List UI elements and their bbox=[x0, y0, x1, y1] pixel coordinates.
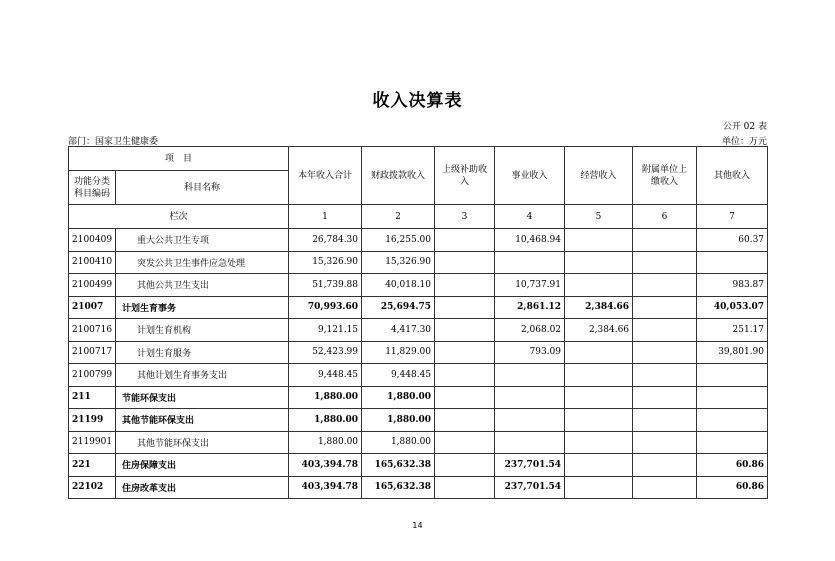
cell-fiscal: 1,880.00 bbox=[362, 431, 435, 454]
row-code: 2100716 bbox=[69, 319, 116, 342]
column-number: 6 bbox=[633, 205, 697, 229]
cell-other: 60.86 bbox=[697, 476, 768, 499]
cell-total: 1,880.00 bbox=[289, 409, 362, 432]
header-other: 其他收入 bbox=[697, 147, 768, 205]
cell-total: 9,121.15 bbox=[289, 319, 362, 342]
cell-upper bbox=[435, 386, 495, 409]
row-code: 2100499 bbox=[69, 274, 116, 297]
cell-operating bbox=[565, 341, 633, 364]
cell-affiliated bbox=[633, 364, 697, 387]
cell-operating bbox=[565, 274, 633, 297]
row-name: 重大公共卫生专项 bbox=[116, 229, 289, 252]
cell-operating: 2,384.66 bbox=[565, 319, 633, 342]
cell-upper bbox=[435, 341, 495, 364]
cell-business: 237,701.54 bbox=[495, 476, 565, 499]
cell-other bbox=[697, 251, 768, 274]
cell-fiscal: 15,326.90 bbox=[362, 251, 435, 274]
cell-total: 15,326.90 bbox=[289, 251, 362, 274]
row-code: 2100717 bbox=[69, 341, 116, 364]
cell-fiscal: 9,448.45 bbox=[362, 364, 435, 387]
header-total: 本年收入合计 bbox=[289, 147, 362, 205]
cell-operating: 2,384.66 bbox=[565, 296, 633, 319]
row-code: 21007 bbox=[69, 296, 116, 319]
row-name: 突发公共卫生事件应急处理 bbox=[116, 251, 289, 274]
cell-other: 983.87 bbox=[697, 274, 768, 297]
cell-total: 52,423.99 bbox=[289, 341, 362, 364]
cell-business: 237,701.54 bbox=[495, 454, 565, 477]
table-row bbox=[69, 274, 768, 297]
cell-affiliated bbox=[633, 319, 697, 342]
cell-total: 26,784.30 bbox=[289, 229, 362, 252]
header-fiscal: 财政拨款收入 bbox=[362, 147, 435, 205]
row-code: 2100410 bbox=[69, 251, 116, 274]
row-code: 211 bbox=[69, 386, 116, 409]
cell-other: 60.37 bbox=[697, 229, 768, 252]
cell-upper bbox=[435, 431, 495, 454]
cell-other: 39,801.90 bbox=[697, 341, 768, 364]
cell-affiliated bbox=[633, 274, 697, 297]
column-number: 2 bbox=[362, 205, 435, 229]
table-row bbox=[69, 251, 768, 274]
page-number: 14 bbox=[412, 521, 423, 530]
table-row bbox=[69, 409, 768, 432]
cell-fiscal: 1,880.00 bbox=[362, 409, 435, 432]
row-code: 21199 bbox=[69, 409, 116, 432]
form-number: 公开 02 表 bbox=[722, 122, 767, 132]
cell-operating bbox=[565, 409, 633, 432]
cell-fiscal: 16,255.00 bbox=[362, 229, 435, 252]
cell-business bbox=[495, 364, 565, 387]
cell-upper bbox=[435, 274, 495, 297]
cell-upper bbox=[435, 476, 495, 499]
table-row bbox=[69, 364, 768, 387]
column-number: 7 bbox=[697, 205, 768, 229]
cell-fiscal: 40,018.10 bbox=[362, 274, 435, 297]
column-number: 3 bbox=[435, 205, 495, 229]
cell-other bbox=[697, 431, 768, 454]
header-upper: 上级补助收入 bbox=[435, 147, 495, 205]
cell-affiliated bbox=[633, 409, 697, 432]
table-row bbox=[69, 341, 768, 364]
cell-affiliated bbox=[633, 341, 697, 364]
cell-total: 403,394.78 bbox=[289, 454, 362, 477]
cell-business: 10,468.94 bbox=[495, 229, 565, 252]
cell-upper bbox=[435, 364, 495, 387]
cell-fiscal: 165,632.38 bbox=[362, 476, 435, 499]
cell-other bbox=[697, 386, 768, 409]
cell-business: 2,068.02 bbox=[495, 319, 565, 342]
cell-fiscal: 165,632.38 bbox=[362, 454, 435, 477]
row-name: 计划生育服务 bbox=[116, 341, 289, 364]
cell-total: 9,448.45 bbox=[289, 364, 362, 387]
row-code: 22102 bbox=[69, 476, 116, 499]
table-row bbox=[69, 454, 768, 477]
header-project: 项 目 bbox=[69, 147, 289, 171]
cell-total: 70,993.60 bbox=[289, 296, 362, 319]
row-code: 2119901 bbox=[69, 431, 116, 454]
cell-business bbox=[495, 251, 565, 274]
cell-upper bbox=[435, 251, 495, 274]
table-row bbox=[69, 319, 768, 342]
cell-operating bbox=[565, 386, 633, 409]
cell-affiliated bbox=[633, 251, 697, 274]
cell-business bbox=[495, 409, 565, 432]
page-title: 收入决算表 bbox=[372, 91, 463, 111]
table-row bbox=[69, 431, 768, 454]
cell-operating bbox=[565, 251, 633, 274]
cell-other: 251.17 bbox=[697, 319, 768, 342]
cell-business: 793.09 bbox=[495, 341, 565, 364]
row-name: 其他节能环保支出 bbox=[116, 409, 289, 432]
row-name: 节能环保支出 bbox=[116, 386, 289, 409]
header-affiliated: 附属单位上缴收入 bbox=[633, 147, 697, 205]
table-row bbox=[69, 229, 768, 252]
cell-upper bbox=[435, 296, 495, 319]
cell-upper bbox=[435, 409, 495, 432]
row-name: 住房保障支出 bbox=[116, 454, 289, 477]
row-name: 其他公共卫生支出 bbox=[116, 274, 289, 297]
table-row bbox=[69, 296, 768, 319]
cell-business: 2,861.12 bbox=[495, 296, 565, 319]
row-code: 2100799 bbox=[69, 364, 116, 387]
header-code: 功能分类科目编码 bbox=[69, 171, 116, 205]
row-name: 计划生育事务 bbox=[116, 296, 289, 319]
header-name: 科目名称 bbox=[116, 171, 289, 205]
cell-upper bbox=[435, 229, 495, 252]
table-row bbox=[69, 476, 768, 499]
table-row bbox=[69, 386, 768, 409]
cell-total: 403,394.78 bbox=[289, 476, 362, 499]
cell-affiliated bbox=[633, 454, 697, 477]
cell-affiliated bbox=[633, 431, 697, 454]
header-business: 事业收入 bbox=[495, 147, 565, 205]
header-operating: 经营收入 bbox=[565, 147, 633, 205]
row-name: 计划生育机构 bbox=[116, 319, 289, 342]
cell-fiscal: 1,880.00 bbox=[362, 386, 435, 409]
row-name: 其他节能环保支出 bbox=[116, 431, 289, 454]
column-number: 4 bbox=[495, 205, 565, 229]
cell-operating bbox=[565, 431, 633, 454]
cell-other: 40,053.07 bbox=[697, 296, 768, 319]
row-name: 住房改革支出 bbox=[116, 476, 289, 499]
department-label: 部门：国家卫生健康委 bbox=[68, 137, 159, 147]
row-code: 2100409 bbox=[69, 229, 116, 252]
cell-other bbox=[697, 364, 768, 387]
cell-affiliated bbox=[633, 386, 697, 409]
column-row-label: 栏次 bbox=[69, 205, 289, 229]
cell-business bbox=[495, 386, 565, 409]
cell-other bbox=[697, 409, 768, 432]
cell-affiliated bbox=[633, 229, 697, 252]
row-name: 其他计划生育事务支出 bbox=[116, 364, 289, 387]
cell-operating bbox=[565, 476, 633, 499]
cell-total: 1,880.00 bbox=[289, 431, 362, 454]
cell-affiliated bbox=[633, 296, 697, 319]
cell-affiliated bbox=[633, 476, 697, 499]
cell-operating bbox=[565, 364, 633, 387]
cell-upper bbox=[435, 454, 495, 477]
cell-business bbox=[495, 431, 565, 454]
income-table bbox=[68, 146, 768, 499]
cell-fiscal: 25,694.75 bbox=[362, 296, 435, 319]
cell-operating bbox=[565, 454, 633, 477]
cell-upper bbox=[435, 319, 495, 342]
cell-business: 10,737.91 bbox=[495, 274, 565, 297]
row-code: 221 bbox=[69, 454, 116, 477]
cell-operating bbox=[565, 229, 633, 252]
column-number: 1 bbox=[289, 205, 362, 229]
cell-fiscal: 11,829.00 bbox=[362, 341, 435, 364]
cell-total: 51,739.88 bbox=[289, 274, 362, 297]
cell-total: 1,880.00 bbox=[289, 386, 362, 409]
cell-other: 60.86 bbox=[697, 454, 768, 477]
cell-fiscal: 4,417.30 bbox=[362, 319, 435, 342]
column-number: 5 bbox=[565, 205, 633, 229]
unit-label: 单位：万元 bbox=[721, 137, 767, 147]
